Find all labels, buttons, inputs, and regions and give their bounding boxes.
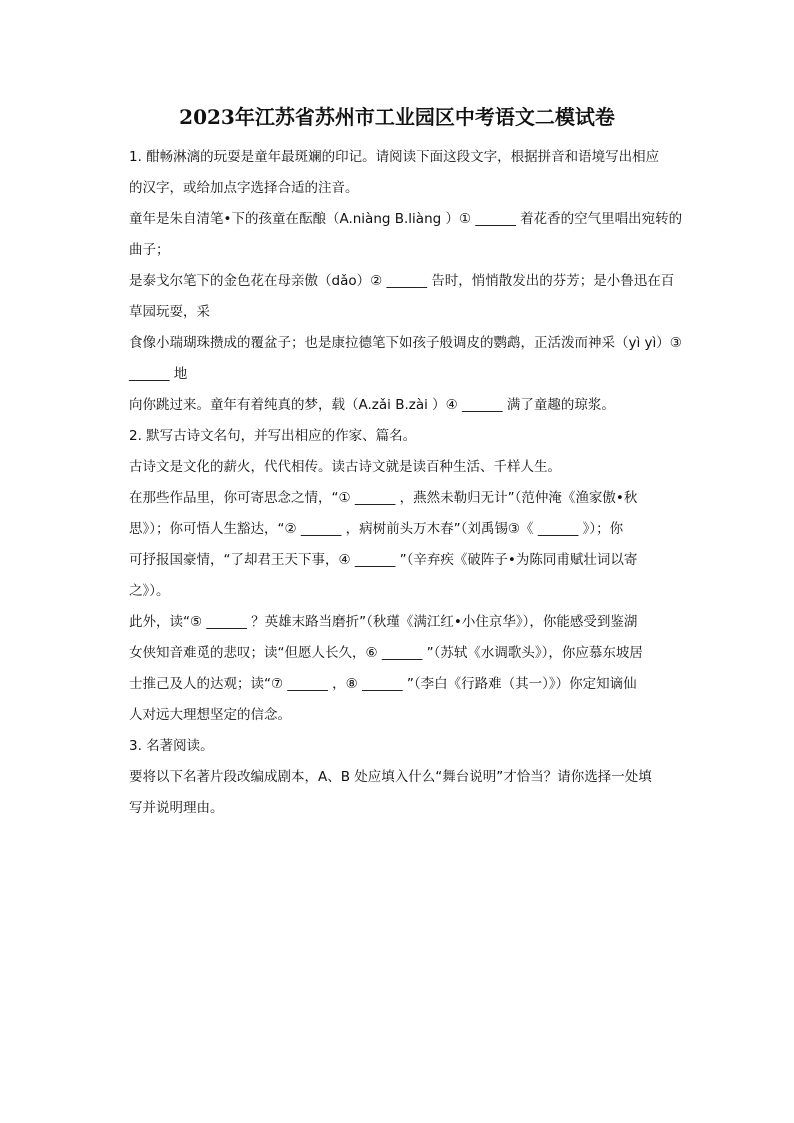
text-line: 写并说明理由。 xyxy=(129,800,224,816)
text-line: 思》）；你可悟人生豁达，“② ______ ，病树前头万木春”（刘禹锡③《 ______ 》）；你 xyxy=(129,521,624,537)
text-line: 草园玩耍，采 xyxy=(129,304,210,320)
document-body xyxy=(129,142,695,824)
text-line: 古诗文是文化的薪火，代代相传。读古诗文就是读百种生活、千样人生。 xyxy=(129,459,561,475)
text-line: 之》）。 xyxy=(129,583,170,599)
page-title: 2023年江苏省苏州市工业园区中考语文二模试卷 xyxy=(179,105,615,129)
text-line: 可抒报国豪情，“了却君王天下事，④ ______ ”（辛弃疾《破阵子•为陈同甫赋壮词以寄 xyxy=(129,552,638,568)
text-line: 1. 酣畅淋漓的玩耍是童年最斑斓的印记。请阅读下面这段文字，根据拼音和语境写出相应 xyxy=(129,149,660,165)
text-line: 3. 名著阅读。 xyxy=(129,738,214,754)
text-line: 此外，读“⑤ ______ ？英雄末路当磨折”（秋瑾《满江红•小住京华》），你能感受到鉴湖 xyxy=(129,614,638,630)
text-line: 的汉字，或给加点字选择合适的注音。 xyxy=(129,180,359,196)
text-line: 是泰戈尔笔下的金色花在母亲傲（dǎo）② ______ 告时，悄悄散发出的芬芳；是小鲁迅在百 xyxy=(129,273,675,289)
text-line: 2. 默写古诗文名句，并写出相应的作家、篇名。 xyxy=(129,428,417,444)
text-line: 曲子； xyxy=(129,242,170,258)
text-line: 人对远大理想坚定的信念。 xyxy=(129,707,291,723)
text-line: ______ 地 xyxy=(129,366,188,382)
text-line: 向你跳过来。童年有着纯真的梦，载（A.zǎi B.zài ）④ ______ 满了童趣的琼浆。 xyxy=(129,397,615,413)
text-line: 食像小瑞瑚珠攒成的覆盆子；也是康拉德笔下如孩子般调皮的鹦鹉，正活泼而神采（yì yì）③ xyxy=(129,335,682,351)
text-line: 童年是朱自清笔•下的孩童在酝酿（A.niàng B.liàng ）① ______ 着花香的空气里唱出宛转的 xyxy=(129,211,683,227)
text-line: 要将以下名著片段改编成剧本，A、B 处应填入什么“舞台说明”才恰当？请你选择一处填 xyxy=(129,769,652,785)
text-line: 女侠知音难觅的悲叹；读“但愿人长久，⑥ ______ ”（苏轼《水调歌头》），你应慕东坡居 xyxy=(129,645,643,661)
text-line: 在那些作品里，你可寄思念之情，“① ______ ，燕然未勒归无计”（范仲淹《渔家傲•秋 xyxy=(129,490,638,506)
text-line: 士推己及人的达观；读“⑦ ______ ，⑧ ______ ”（李白《行路难（其一）》）你定知谪仙 xyxy=(129,676,637,692)
